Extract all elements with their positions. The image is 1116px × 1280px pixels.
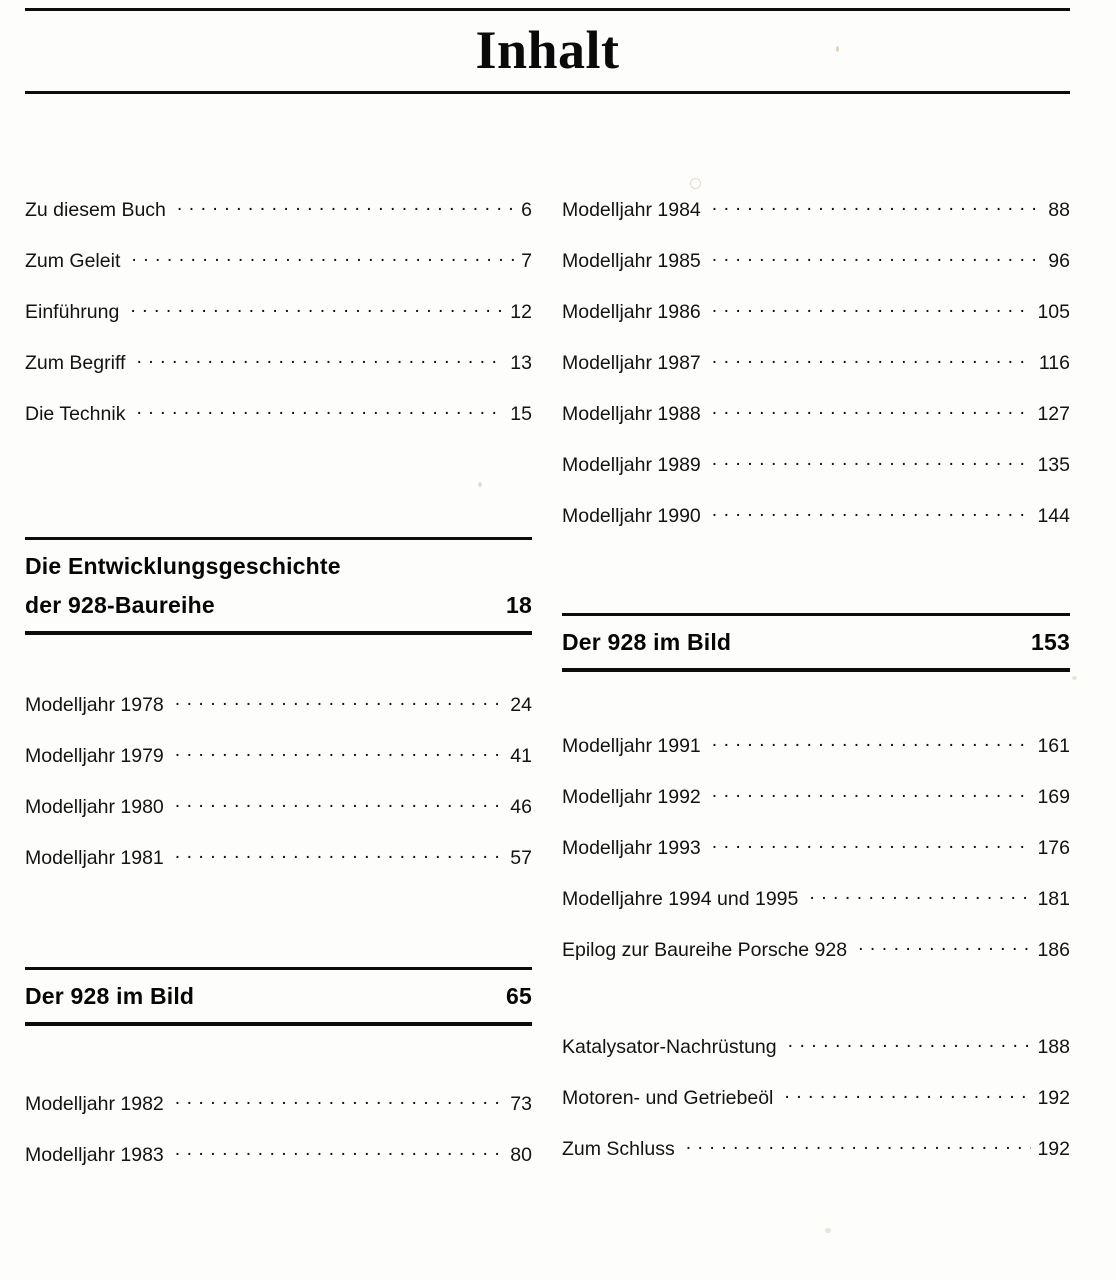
toc-entry-label: Modelljahre 1994 und 1995	[562, 887, 799, 910]
toc-entry-page: 57	[510, 846, 532, 869]
toc-entry[interactable]	[562, 349, 1070, 400]
toc-dot-leader	[175, 742, 505, 762]
toc-entry-label: Die Technik	[25, 402, 126, 425]
toc-entry[interactable]	[25, 247, 532, 298]
toc-dot-leader	[712, 196, 1043, 216]
toc-entry-label: Epilog zur Baureihe Porsche 928	[562, 938, 848, 961]
toc-entry-label: Motoren- und Getriebeöl	[562, 1086, 774, 1109]
toc-entry-page: 15	[510, 402, 532, 425]
toc-dot-leader	[175, 844, 505, 864]
page-masthead	[25, 8, 1070, 94]
masthead-rule-top	[25, 8, 1070, 11]
toc-dot-leader	[177, 196, 515, 216]
toc-entry-page: 169	[1037, 785, 1070, 808]
toc-entry-label: Einführung	[25, 300, 120, 323]
toc-entry-page: 80	[510, 1143, 532, 1166]
toc-entry-page: 13	[510, 351, 532, 374]
toc-entry-page: 176	[1037, 836, 1070, 859]
toc-entry[interactable]	[25, 844, 532, 895]
spacer	[25, 895, 532, 967]
toc-dot-leader	[175, 793, 505, 813]
toc-dot-leader	[858, 936, 1031, 956]
toc-entry[interactable]	[562, 196, 1070, 247]
scan-speck-icon	[690, 178, 701, 189]
toc-entry-page: 96	[1048, 249, 1070, 272]
toc-entry[interactable]	[562, 936, 1070, 987]
toc-entry[interactable]	[25, 196, 532, 247]
toc-section-heading-928-im-bild-153[interactable]	[562, 613, 1070, 672]
toc-section-title: Der 928 im Bild	[25, 983, 195, 1009]
toc-entry-page: 24	[510, 693, 532, 716]
toc-entry-page: 135	[1037, 453, 1070, 476]
toc-dot-leader	[175, 691, 505, 711]
toc-entry[interactable]	[25, 742, 532, 793]
toc-entry-label: Katalysator-Nachrüstung	[562, 1035, 777, 1058]
toc-section-title-line2: der 928-Baureihe	[25, 592, 215, 618]
toc-dot-leader	[784, 1084, 1031, 1104]
toc-entry[interactable]	[25, 691, 532, 742]
toc-entry[interactable]	[562, 885, 1070, 936]
toc-entry-label: Modelljahr 1978	[25, 693, 164, 716]
toc-entry[interactable]	[562, 1135, 1070, 1186]
toc-entry-page: 41	[510, 744, 532, 767]
toc-dot-leader	[175, 1141, 505, 1161]
toc-entry-page: 12	[510, 300, 532, 323]
toc-dot-leader	[712, 349, 1033, 369]
spacer	[25, 635, 532, 691]
toc-entry[interactable]	[25, 400, 532, 451]
toc-entry-label: Modelljahr 1986	[562, 300, 701, 323]
toc-entry-label: Modelljahr 1979	[25, 744, 164, 767]
toc-dot-leader	[131, 247, 515, 267]
toc-dot-leader	[686, 1135, 1032, 1155]
toc-entry-label: Modelljahr 1990	[562, 504, 701, 527]
toc-section-page: 18	[506, 592, 532, 618]
toc-entry[interactable]	[562, 400, 1070, 451]
toc-group-modelljahre-1982-1983	[25, 1090, 532, 1192]
toc-dot-leader	[712, 502, 1032, 522]
toc-section-page: 153	[1031, 629, 1070, 655]
toc-entry-page: 186	[1037, 938, 1070, 961]
toc-entry[interactable]	[25, 298, 532, 349]
toc-entry-page: 73	[510, 1092, 532, 1115]
toc-dot-leader	[712, 400, 1032, 420]
spacer	[25, 451, 532, 537]
toc-entry[interactable]	[562, 298, 1070, 349]
toc-entry[interactable]	[562, 1084, 1070, 1135]
toc-entry[interactable]	[25, 349, 532, 400]
toc-section-page: 65	[506, 983, 532, 1009]
toc-entry-label: Modelljahr 1992	[562, 785, 701, 808]
toc-entry-page: 105	[1037, 300, 1070, 323]
toc-entry-page: 181	[1037, 887, 1070, 910]
scan-speck-icon	[1072, 676, 1077, 680]
spacer	[562, 987, 1070, 1033]
toc-entry[interactable]	[562, 1033, 1070, 1084]
toc-dot-leader	[712, 451, 1032, 471]
spacer	[25, 1026, 532, 1090]
toc-dot-leader	[712, 298, 1032, 318]
toc-entry-label: Modelljahr 1982	[25, 1092, 164, 1115]
toc-entry-page: 192	[1037, 1086, 1070, 1109]
toc-entry-page: 192	[1037, 1137, 1070, 1160]
toc-entry-page: 88	[1048, 198, 1070, 221]
toc-entry-page: 6	[521, 198, 532, 221]
toc-column-right	[562, 196, 1070, 1186]
toc-entry-page: 188	[1037, 1035, 1070, 1058]
toc-entry[interactable]	[562, 247, 1070, 298]
toc-entry-label: Zum Schluss	[562, 1137, 675, 1160]
toc-entry-label: Modelljahr 1981	[25, 846, 164, 869]
scan-speck-icon	[836, 46, 839, 52]
toc-entry-label: Modelljahr 1983	[25, 1143, 164, 1166]
masthead-rule-bottom	[25, 91, 1070, 94]
spacer	[562, 672, 1070, 732]
toc-section-title: Der 928 im Bild	[562, 629, 732, 655]
scan-speck-icon	[825, 1228, 831, 1233]
toc-entry[interactable]	[562, 783, 1070, 834]
toc-entry[interactable]	[562, 834, 1070, 885]
toc-dot-leader	[712, 732, 1032, 752]
toc-entry-label: Zum Begriff	[25, 351, 126, 374]
toc-dot-leader	[809, 885, 1031, 905]
toc-group-modelljahre-1991-1995	[562, 732, 1070, 987]
toc-section-title-line1: Die Entwicklungsgeschichte	[25, 553, 341, 579]
toc-entry-label: Modelljahr 1989	[562, 453, 701, 476]
toc-entry[interactable]	[25, 793, 532, 844]
toc-entry[interactable]	[562, 451, 1070, 502]
toc-entry-label: Modelljahr 1991	[562, 734, 701, 757]
toc-entry-page: 161	[1037, 734, 1070, 757]
toc-dot-leader	[712, 834, 1032, 854]
toc-entry-page: 116	[1038, 351, 1070, 374]
toc-entry-page: 144	[1037, 504, 1070, 527]
toc-column-left	[25, 196, 532, 1192]
toc-dot-leader	[712, 783, 1032, 803]
toc-entry-page: 127	[1037, 402, 1070, 425]
toc-entry-label: Modelljahr 1988	[562, 402, 701, 425]
toc-section-heading-entwicklungsgeschichte[interactable]	[25, 537, 532, 635]
toc-entry[interactable]	[25, 1090, 532, 1141]
toc-dot-leader	[788, 1033, 1032, 1053]
toc-entry-page: 46	[510, 795, 532, 818]
toc-section-heading-928-im-bild-65[interactable]	[25, 967, 532, 1026]
toc-dot-leader	[136, 349, 504, 369]
toc-entry-label: Zu diesem Buch	[25, 198, 166, 221]
toc-group-anhang	[562, 1033, 1070, 1186]
toc-entry-label: Modelljahr 1984	[562, 198, 701, 221]
toc-group-front-matter	[25, 196, 532, 451]
toc-entry-label: Modelljahr 1980	[25, 795, 164, 818]
toc-entry-label: Modelljahr 1993	[562, 836, 701, 859]
toc-group-modelljahre-1978-1981	[25, 691, 532, 895]
spacer	[562, 553, 1070, 613]
toc-entry-page: 7	[521, 249, 532, 272]
page-title: Inhalt	[475, 20, 620, 80]
toc-dot-leader	[130, 298, 504, 318]
toc-entry[interactable]	[562, 502, 1070, 553]
toc-group-modelljahre-1984-1990	[562, 196, 1070, 553]
toc-entry[interactable]	[562, 732, 1070, 783]
toc-dot-leader	[712, 247, 1043, 267]
toc-entry-label: Modelljahr 1987	[562, 351, 701, 374]
toc-dot-leader	[136, 400, 504, 420]
toc-entry-label: Zum Geleit	[25, 249, 121, 272]
toc-entry[interactable]	[25, 1141, 532, 1192]
toc-dot-leader	[175, 1090, 505, 1110]
toc-entry-label: Modelljahr 1985	[562, 249, 701, 272]
